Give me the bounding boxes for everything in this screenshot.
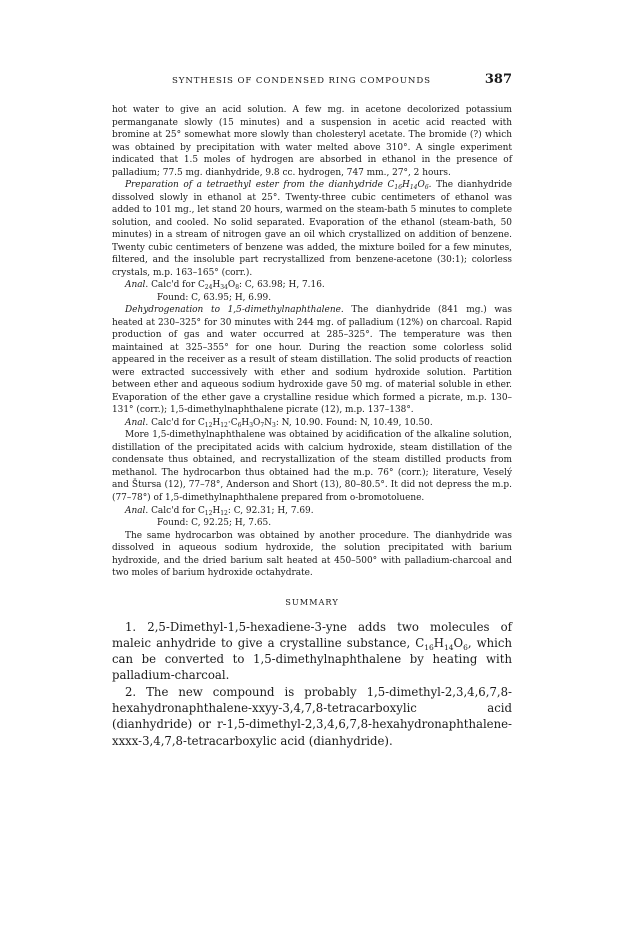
summary-item-2: 2. The new compound is probably 1,5-dimethyl-2,3,4,6,7,8-hexahydronaphthalene-xxyy-3,4,7,8-tetracarboxylic acid (dianhydride) or r-1,5-dimethyl-2,3,4,6,7,8-hexahydronaphthalene-xxxx-3,4,7,8-tetracarboxylic acid (dianhydride). xyxy=(112,684,512,748)
section-heading-inline: Dehydrogenation to 1,5-dimethylnaphthalene. xyxy=(125,305,344,316)
paragraph-bromide: hot water to give an acid solution. A few mg. in acetone decolorized potassium permanganate slowly (15 minutes) and a suspension in acetic acid reacted with bromine at 25° somewhat more slowly than cholesteryl acetate. The bromide (?) which was obtained by precipitation with water melted above 310°. A single experiment indicated that 1.5 moles of hydrogen are absorbed in ethanol in the presence of palladium; 77.5 mg. dianhydride, 9.8 cc. hydrogen, 747 mm., 27°, 2 hours. xyxy=(112,105,512,178)
running-head: SYNTHESIS OF CONDENSED RING COMPOUNDS xyxy=(172,76,431,86)
analysis-calc: Anal. Calc'd for $C_{24}H_{34}O_8$: C, 63.98; H, 7.16. xyxy=(125,280,325,292)
page-number: 387 xyxy=(484,72,512,87)
paragraph-tetraethyl-ester: Preparation of a tetraethyl ester from the dianhydride $C_{16}H_{14}O_6$. The dianhydride dissolved slowly in ethanol at 25°. Twenty-three cubic centimeters of ethanol was added to 101 mg., let stand 20 hours, warmed on the steam-bath 5 minutes to complete solution, and cooled. No solid separated. Evaporation of the ethanol (steam-bath, 50 minutes) in a stream of nitrogen gave an oil which crystallized on addition of benzene. Twenty cubic centimeters of benzene was added, the mixture boiled for a few minutes, filtered, and the insoluble part recrystallized from benzene-acetone (30:1); colorless crystals, m.p. 163–165° (corr.). xyxy=(112,180,512,278)
summary-heading: SUMMARY xyxy=(285,596,339,607)
summary-section xyxy=(112,619,512,749)
paragraph-more-dimethylnaphthalene: More 1,5-dimethylnaphthalene was obtained by acidification of the alkaline solution, distillation of the precipitated acids with calcium hydroxide, steam distillation of the condensate thus obtained, and recrystallization of the steam distilled products from methanol. The hydrocarbon thus obtained had the m.p. 76° (corr.); literature, Veselý and Štursa (12), 77–78°, Anderson and Short (13), 80–80.5°. It did not depress the m.p. (77–78°) of 1,5-dimethylnaphthalene prepared from o-bromotoluene. xyxy=(112,430,512,503)
paragraph-another-procedure: The same hydrocarbon was obtained by another procedure. The dianhydride was dissolved in aqueous sodium hydroxide, the solution precipitated with barium hydroxide, and the dried barium salt heated at 450–500° with palladium-charcoal and two moles of barium hydroxide octahydrate. xyxy=(112,530,512,579)
summary-item-1: 1. 2,5-Dimethyl-1,5-hexadiene-3-yne adds two molecules of maleic anhydride to give a crystalline substance, $C_{16}H_{14}O_6$, which can be converted to 1,5-dimethylnaphthalene by heating with palladium-charcoal. xyxy=(112,619,512,683)
analysis-calc: Anal. Calc'd for $C_{12}H_{12}$: C, 92.31; H, 7.69. xyxy=(125,505,314,517)
analysis-found: Found: C, 92.25; H, 7.65. xyxy=(157,518,272,529)
section-heading-inline: Preparation of a tetraethyl ester from the dianhydride $C_{16}H_{14}O_6$. xyxy=(125,180,432,192)
paragraph-dehydrogenation: Dehydrogenation to 1,5-dimethylnaphthalene. The dianhydride (841 mg.) was heated at 230–325° for 30 minutes with 244 mg. of palladium (12%) on charcoal. Rapid production of gas and water occurred at 285–325°. The temperature was then maintained at 325–355° for one hour. During the reaction some colorless solid appeared in the receiver as a result of steam distillation. The solid products of reaction were extracted successively with ether and sodium hydroxide solution. Partition between ether and aqueous sodium hydroxide gave 50 mg. of material soluble in ether. Evaporation of the ether gave a crystalline residue which formed a picrate, m.p. 130–131° (corr.); 1,5-dimethylnaphthalene picrate (12), m.p. 137–138°. xyxy=(112,305,512,416)
analysis-calc: Anal. Calc'd for $C_{12}H_{12}\cdot C_6H_3O_7N_3$: N, 10.90. Found: N, 10.49, 10.50. xyxy=(125,417,433,429)
page-header xyxy=(112,74,512,90)
body-text xyxy=(112,104,512,749)
analysis-found: Found: C, 63.95; H, 6.99. xyxy=(157,292,272,303)
